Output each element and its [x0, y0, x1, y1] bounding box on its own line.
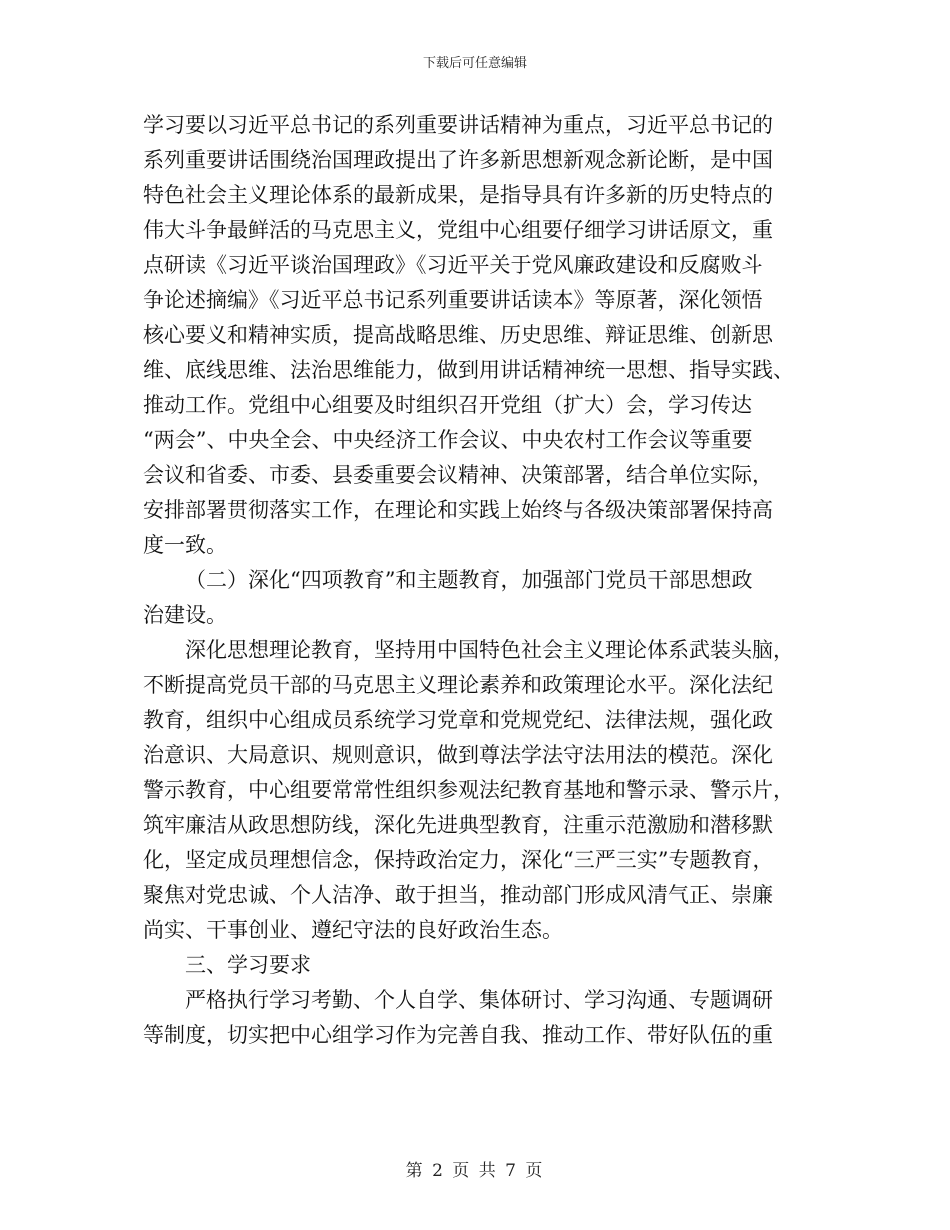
text-line: 学习要以习近平总书记的系列重要讲话精神为重点，习近平总书记的	[143, 113, 773, 137]
text-line: （二）深化“四项教育”和主题教育，加强部门党员干部思想政	[185, 568, 753, 592]
text-line: 治意识、大局意识、规则意识，做到尊法学法守法用法的模范。深化	[143, 743, 773, 767]
text-line: 聚焦对党忠诚、个人洁净、敢于担当，推动部门形成风清气正、崇廉	[143, 883, 773, 907]
text-line: 教育，组织中心组成员系统学习党章和党规党纪、法律法规，强化政	[143, 708, 773, 732]
text-line: 度一致。	[143, 533, 227, 557]
text-line: 警示教育，中心组要常常性组织参观法纪教育基地和警示录、警示片，	[143, 778, 794, 802]
text-line: 安排部署贯彻落实工作，在理论和实践上始终与各级决策部署保持高	[143, 498, 773, 522]
text-line: 严格执行学习考勤、个人自学、集体研讨、学习沟通、专题调研	[185, 988, 773, 1012]
text-line: 尚实、干事创业、遵纪守法的良好政治生态。	[143, 918, 563, 942]
text-line: 推动工作。党组中心组要及时组织召开党组（扩大）会，学习传达	[143, 393, 752, 417]
document-body	[143, 108, 811, 1053]
text-line: 治建设。	[143, 603, 227, 627]
text-line: 系列重要讲话围绕治国理政提出了许多新思想新观念新论断，是中国	[143, 148, 773, 172]
text-line: 化，坚定成员理想信念，保持政治定力，深化“三严三实”专题教育，	[143, 848, 774, 872]
text-line: 深化思想理论教育，坚持用中国特色社会主义理论体系武装头脑，	[185, 638, 794, 662]
text-line: “两会”、中央全会、中央经济工作会议、中央农村工作会议等重要	[143, 428, 753, 452]
text-line: 伟大斗争最鲜活的马克思主义，党组中心组要仔细学习讲话原文，重	[143, 218, 773, 242]
text-line: 核心要义和精神实质，提高战略思维、历史思维、辩证思维、创新思	[143, 323, 773, 347]
text-line: 会议和省委、市委、县委重要会议精神、决策部署，结合单位实际，	[143, 463, 773, 487]
page-number: 第 2 页 共 7 页	[405, 1161, 545, 1181]
text-line: 等制度，切实把中心组学习作为完善自我、推动工作、带好队伍的重	[143, 1023, 773, 1047]
text-line: 三、学习要求	[185, 953, 311, 977]
text-line: 维、底线思维、法治思维能力，做到用讲话精神统一思想、指导实践、	[143, 358, 794, 382]
text-line: 特色社会主义理论体系的最新成果，是指导具有许多新的历史特点的	[143, 183, 773, 207]
text-line: 点研读《习近平谈治国理政》《习近平关于党风廉政建设和反腐败斗	[143, 253, 763, 277]
text-line: 争论述摘编》《习近平总书记系列重要讲话读本》等原著，深化领悟	[143, 288, 763, 312]
text-line: 筑牢廉洁从政思想防线，深化先进典型教育，注重示范激励和潜移默	[143, 813, 773, 837]
text-line: 不断提高党员干部的马克思主义理论素养和政策理论水平。深化法纪	[143, 673, 773, 697]
page-header-note: 下载后可任意编辑	[422, 56, 527, 71]
